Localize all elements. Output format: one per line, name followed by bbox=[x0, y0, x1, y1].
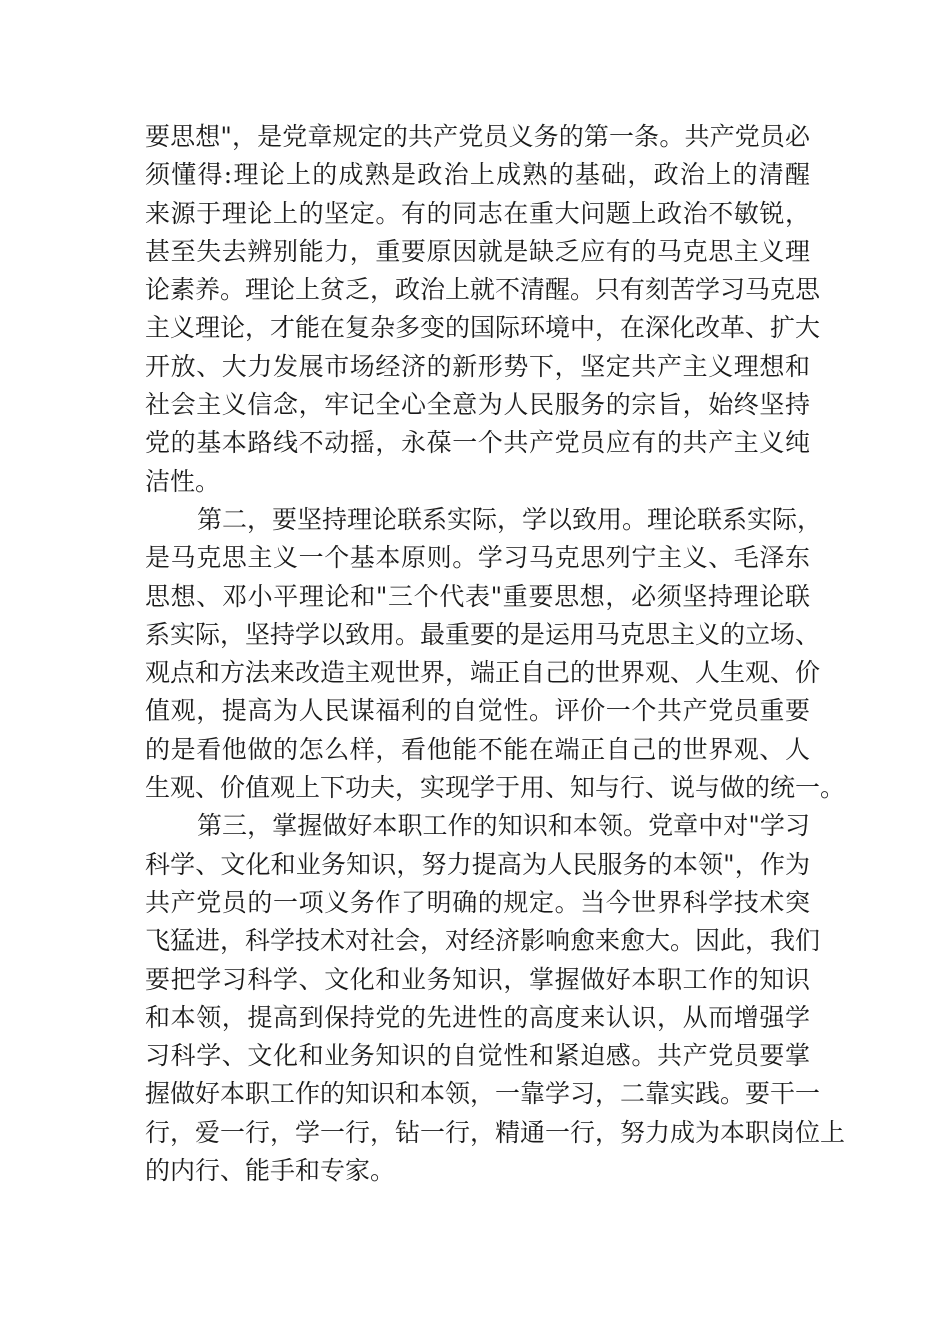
paragraph-2 bbox=[145, 501, 846, 807]
text-line: 思想、邓小平理论和"三个代表"重要思想，必须坚持理论联 bbox=[145, 581, 810, 611]
text-line: 的内行、能手和专家。 bbox=[145, 1156, 396, 1186]
text-line: 甚至失去辨别能力，重要原因就是缺乏应有的马克思主义理 bbox=[145, 236, 810, 266]
text-line: 习科学、文化和业务知识的自觉性和紧迫感。共产党员要掌 bbox=[145, 1041, 810, 1071]
text-line: 生观、价值观上下功夫，实现学于用、知与行、说与做的统一。 bbox=[145, 773, 846, 803]
text-line: 和本领，提高到保持党的先进性的高度来认识，从而增强学 bbox=[145, 1002, 810, 1032]
paragraph-3 bbox=[145, 807, 846, 1190]
text-line: 主义理论，才能在复杂多变的国际环境中，在深化改革、扩大 bbox=[145, 313, 821, 343]
text-line: 握做好本职工作的知识和本领，一靠学习，二靠实践。要干一 bbox=[145, 1079, 821, 1109]
text-line: 行，爱一行，学一行，钻一行，精通一行，努力成为本职岗位上 bbox=[145, 1117, 846, 1147]
text-line: 第三，掌握做好本职工作的知识和本领。党章中对"学习 bbox=[197, 811, 810, 841]
text-line: 来源于理论上的坚定。有的同志在重大问题上政治不敏锐， bbox=[145, 198, 810, 228]
text-line: 科学、文化和业务知识，努力提高为人民服务的本领"，作为 bbox=[145, 849, 810, 879]
text-line: 洁性。 bbox=[145, 466, 221, 496]
text-line: 要把学习科学、文化和业务知识，掌握做好本职工作的知识 bbox=[145, 964, 810, 994]
text-line: 党的基本路线不动摇，永葆一个共产党员应有的共产主义纯 bbox=[145, 428, 810, 458]
text-line: 是马克思主义一个基本原则。学习马克思列宁主义、毛泽东 bbox=[145, 543, 810, 573]
text-line: 值观，提高为人民谋福利的自觉性。评价一个共产党员重要 bbox=[145, 696, 810, 726]
text-line: 要思想"，是党章规定的共产党员义务的第一条。共产党员必 bbox=[145, 122, 810, 151]
text-line: 共产党员的一项义务作了明确的规定。当今世界科学技术突 bbox=[145, 887, 810, 917]
text-line: 论素养。理论上贫乏，政治上就不清醒。只有刻苦学习马克思 bbox=[145, 275, 821, 305]
document-body bbox=[145, 118, 846, 1190]
text-line: 须懂得:理论上的成熟是政治上成熟的基础，政治上的清醒 bbox=[145, 160, 810, 190]
text-line: 开放、大力发展市场经济的新形势下，坚定共产主义理想和 bbox=[145, 351, 810, 381]
text-line: 第二，要坚持理论联系实际，学以致用。理论联系实际， bbox=[197, 504, 823, 534]
text-line: 的是看他做的怎么样，看他能不能在端正自己的世界观、人 bbox=[145, 734, 810, 764]
text-line: 社会主义信念，牢记全心全意为人民服务的宗旨，始终坚持 bbox=[145, 390, 810, 420]
paragraph-1 bbox=[145, 118, 821, 501]
text-line: 飞猛进，科学技术对社会，对经济影响愈来愈大。因此，我们 bbox=[145, 926, 821, 956]
text-line: 观点和方法来改造主观世界，端正自己的世界观、人生观、价 bbox=[145, 658, 821, 688]
text-line: 系实际，坚持学以致用。最重要的是运用马克思主义的立场、 bbox=[145, 619, 821, 649]
